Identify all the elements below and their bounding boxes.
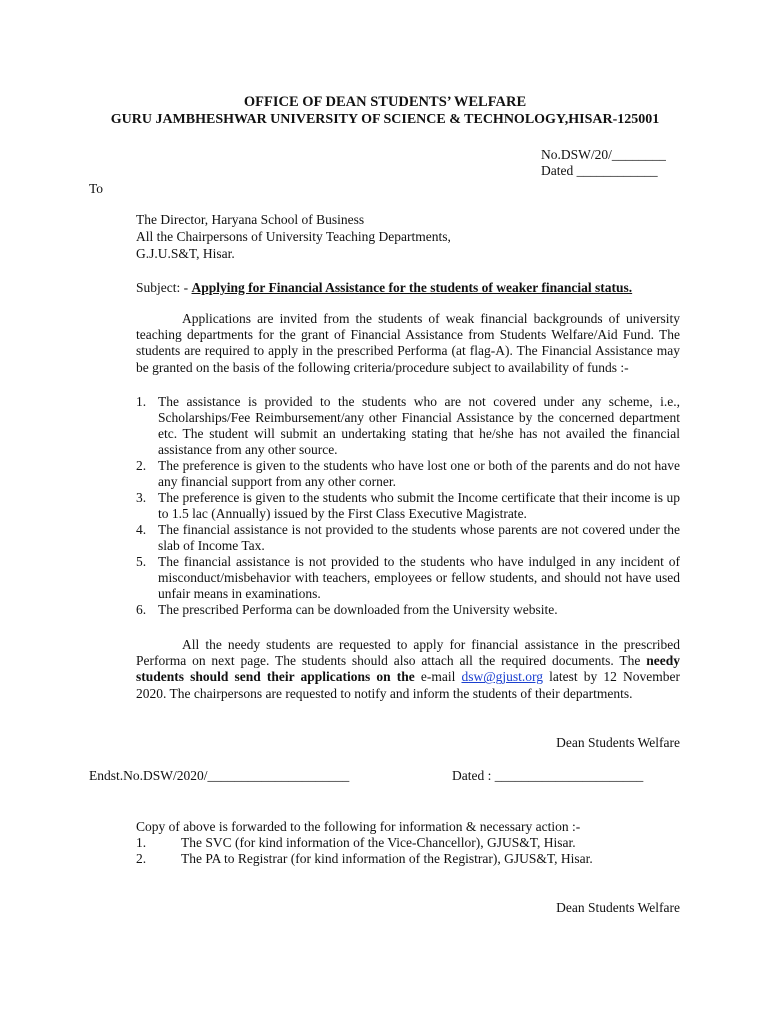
- recipient-line: The Director, Haryana School of Business: [136, 212, 365, 227]
- reference-date: Dated ____________: [541, 163, 658, 178]
- closing-bold: needy students should send their applications on the: [136, 653, 680, 685]
- recipient-line: G.J.U.S&T, Hisar.: [136, 246, 235, 261]
- list-item: 3. The preference is given to the students who submit the Income certificate that their income is up to 1.5 lac (Annually) issued by the First Class Executive Magistrate.: [136, 490, 680, 521]
- closing-paragraph: All the needy students are requested to apply for financial assistance in the prescribed Performa on next page. The students should also attach all the required documents. The needy students should send their applications on the e-mail dsw@gjust.org latest by 12 November 2020. The chairpersons are requested to notify and inform the students of their departments.: [136, 637, 680, 701]
- list-item: 2. The preference is given to the students who have lost one or both of the parents and do not have any financial support from any other corner.: [136, 458, 680, 489]
- subject-line: [136, 280, 632, 296]
- copy-item-text: The PA to Registrar (for kind information of the Registrar), GJUS&T, Hisar.: [181, 851, 593, 866]
- criteria-list: [136, 394, 680, 618]
- salutation: To: [89, 181, 104, 196]
- list-item: 6. The prescribed Performa can be downloaded from the University website.: [136, 602, 558, 617]
- list-item: 4. The financial assistance is not provided to the students whose parents are not covered under the slab of Income Tax.: [136, 522, 680, 553]
- copy-item-number: 2.: [136, 851, 147, 866]
- copy-item-text: The SVC (for kind information of the Vice-Chancellor), GJUS&T, Hisar.: [181, 835, 576, 850]
- email-link[interactable]: dsw@gjust.org: [461, 669, 544, 685]
- copy-intro: Copy of above is forwarded to the following for information & necessary action :-: [136, 819, 581, 834]
- reference-number: No.DSW/20/________: [541, 147, 666, 162]
- endorsement-date: Dated : ______________________: [452, 768, 644, 783]
- university-title: GURU JAMBHESHWAR UNIVERSITY OF SCIENCE & TECHNOLOGY,HISAR-125001: [110, 112, 660, 127]
- subject-text: Applying for Financial Assistance for the students of weaker financial status.: [191, 280, 633, 295]
- intro-paragraph: Applications are invited from the students of weak financial backgrounds of university teaching departments for the grant of Financial Assistance from Students Welfare/Aid Fund. The students are required to apply in the prescribed Performa (at flag-A). The Financial Assistance may be granted on the basis of the following criteria/procedure subject to availability of funds :-: [136, 311, 680, 375]
- copy-item-number: 1.: [136, 835, 147, 850]
- recipient-line: All the Chairpersons of University Teaching Departments,: [136, 229, 451, 244]
- signature-dean: Dean Students Welfare: [556, 735, 680, 750]
- subject-label: Subject: -: [136, 280, 192, 295]
- list-item: 1. The assistance is provided to the students who are not covered under any scheme, i.e., Scholarships/Fee Reimbursement/any other Financial Assistance by the concerned department etc. The student will submit an undertaking stating that he/she has not availed the financial assistance from any other source.: [136, 394, 680, 457]
- list-item: 5. The financial assistance is not provided to the students who have indulged in any incident of misconduct/misbehavior with teachers, employees or fellow students, and should not have used unfair means in examinations.: [136, 554, 680, 601]
- signature-dean-footer: Dean Students Welfare: [556, 900, 680, 915]
- office-title: OFFICE OF DEAN STUDENTS’ WELFARE: [243, 94, 527, 110]
- endorsement-number: Endst.No.DSW/2020/_____________________: [89, 768, 350, 783]
